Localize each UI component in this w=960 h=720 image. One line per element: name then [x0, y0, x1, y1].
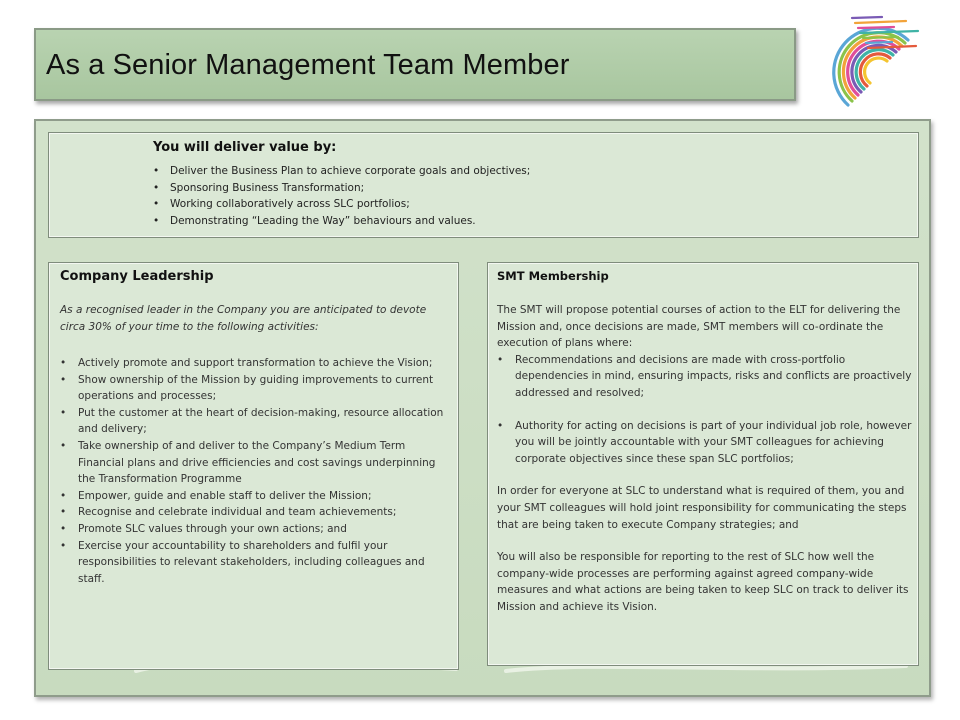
title-bar [34, 28, 796, 101]
list-item: • Exercise your accountability to shareholders and fulfil your responsibilities to relevant stakeholders, including colleagues and staff. [60, 538, 446, 588]
smt-intro: The SMT will propose potential courses of action to the ELT for delivering the Mission and, once decisions are made, SMT members will co-ordinate the execution of plans where: [497, 304, 901, 350]
list-item: • Show ownership of the Mission by guiding improvements to current operations and processes; [60, 372, 446, 405]
list-item: • Empower, guide and enable staff to deliver the Mission; [60, 488, 446, 505]
list-item: • Authority for acting on decisions is part of your individual job role, however you will be jointly accountable with your SMT colleagues for achieving corporate objectives since these span SLC portfolios; [497, 418, 913, 468]
list-item: • Take ownership of and deliver to the Company’s Medium Term Financial plans and drive efficiencies and cost savings underpinning the Transformation Programme [60, 438, 446, 488]
leadership-heading: Company Leadership [60, 269, 214, 284]
list-item: • Recommendations and decisions are made with cross-portfolio dependencies in mind, ensuring impacts, risks and conflicts are proactively addressed and resolved; [497, 352, 913, 402]
list-item: • Sponsoring Business Transformation; [153, 180, 530, 197]
smt-heading: SMT Membership [497, 269, 609, 283]
deliver-list [153, 163, 530, 229]
leadership-intro: As a recognised leader in the Company you are anticipated to devote circa 30% of your time to the following activities: [60, 304, 427, 333]
list-item: • Recognise and celebrate individual and team achievements; [60, 504, 446, 521]
leadership-list [60, 355, 446, 587]
list-item: • Actively promote and support transformation to achieve the Vision; [60, 355, 446, 372]
page-title: As a Senior Management Team Member [46, 49, 570, 81]
spacer [497, 467, 913, 483]
list-item: • Working collaboratively across SLC portfolios; [153, 196, 530, 213]
company-leadership-box [48, 262, 459, 670]
spacer [497, 533, 913, 549]
smt-paragraph-2: In order for everyone at SLC to understand what is required of them, you and your SMT colleagues will hold joint responsibility for communicating the steps that are being taken to execute Company strategies; and [497, 485, 907, 531]
list-item: • Put the customer at the heart of decision-making, resource allocation and delivery; [60, 405, 446, 438]
smt-paragraph-3: You will also be responsible for reporting to the rest of SLC how well the company-wide processes are performing against agreed company-wide measures and what actions are being taken to keep SLC on track to deliver its Mission and achieve its Vision. [497, 551, 909, 613]
spiral-logo [808, 10, 948, 120]
list-item: • Promote SLC values through your own actions; and [60, 521, 446, 538]
list-item: • Deliver the Business Plan to achieve corporate goals and objectives; [153, 163, 530, 180]
deliver-heading: You will deliver value by: [153, 140, 337, 155]
deliver-value-box [48, 132, 919, 238]
smt-membership-box [487, 262, 919, 666]
smt-list [497, 352, 913, 468]
list-item: • Demonstrating “Leading the Way” behaviours and values. [153, 213, 530, 230]
